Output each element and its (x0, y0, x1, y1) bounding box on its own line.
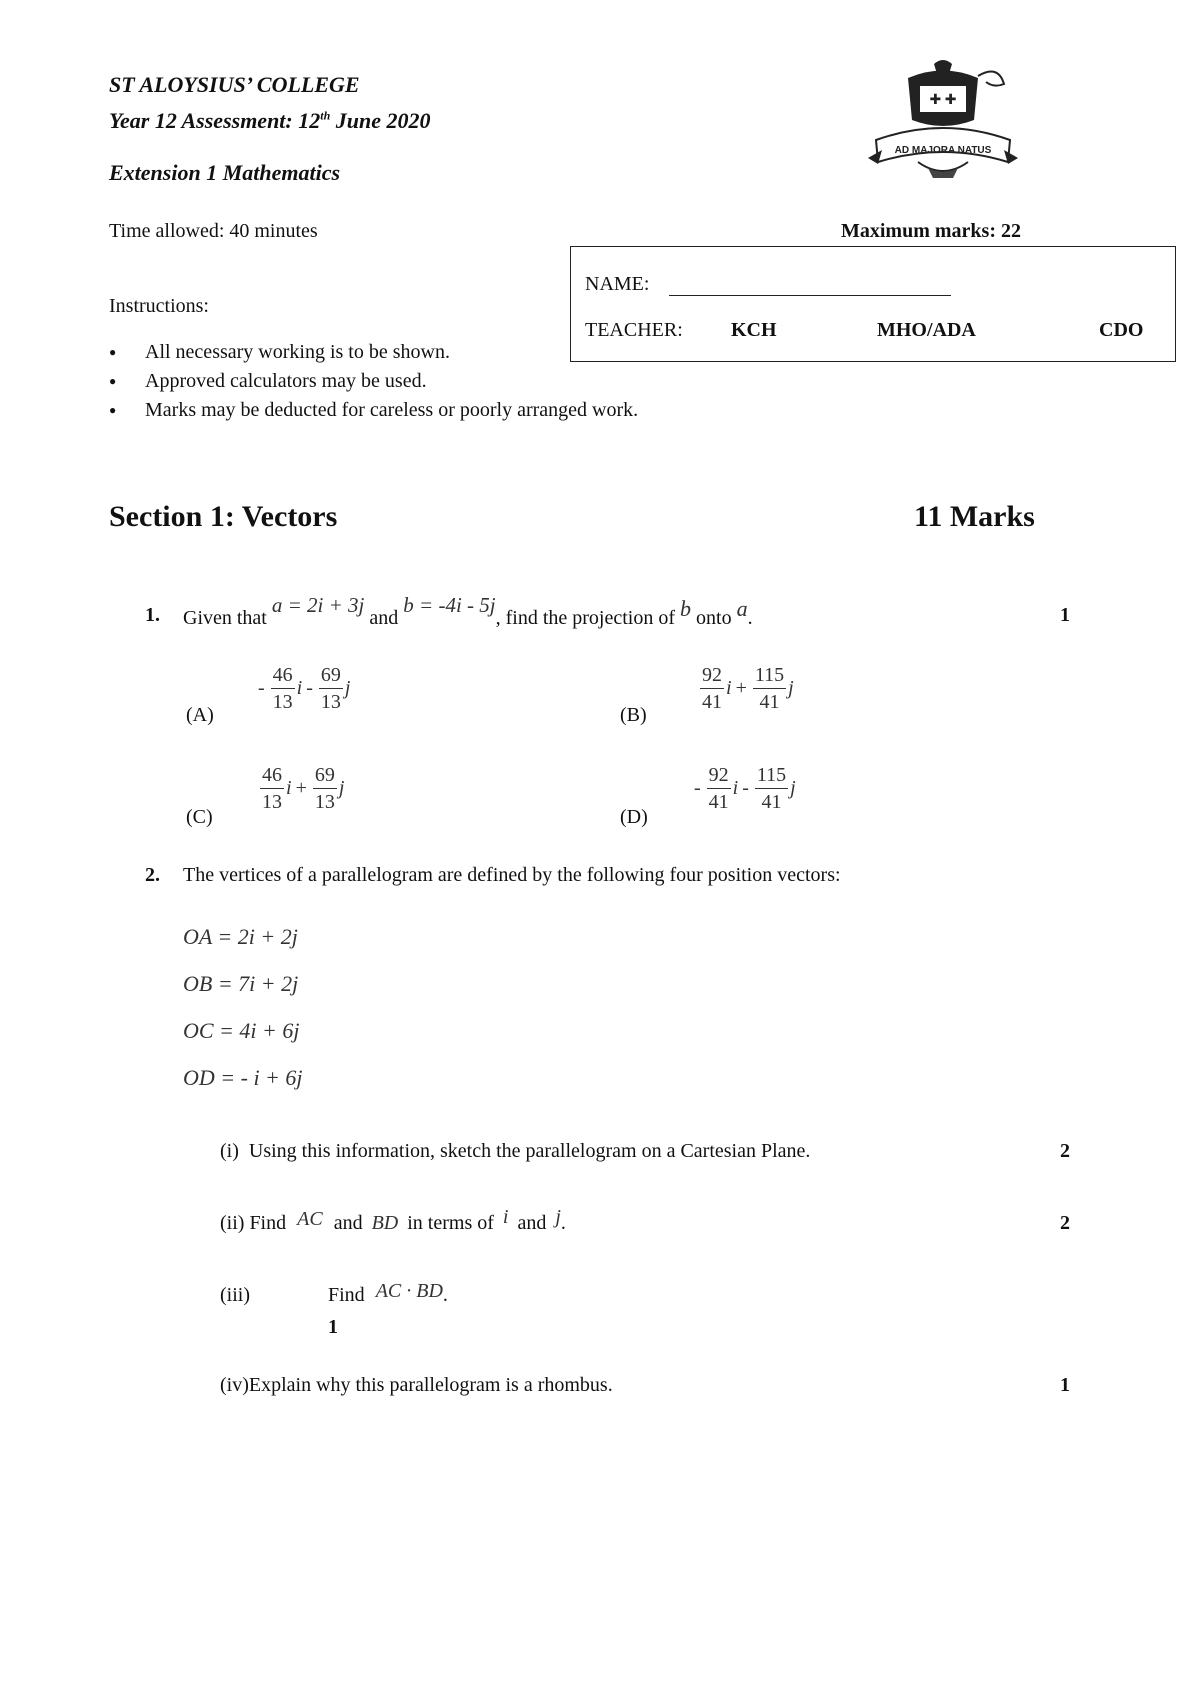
position-vector: OD = - i + 6j (183, 1065, 303, 1090)
college-crest-logo (868, 58, 1018, 188)
vector-b-definition: b = -4i - 5j (403, 593, 496, 617)
position-vector: OA = 2i + 2j (183, 924, 298, 949)
option-label: (A) (186, 704, 214, 726)
teacher-option[interactable]: MHO/ADA (877, 319, 976, 341)
school-name: ST ALOYSIUS’ COLLEGE (109, 72, 360, 97)
teacher-option[interactable]: KCH (731, 319, 777, 341)
part-marks: 1 (1060, 1374, 1070, 1396)
teacher-label: TEACHER: (585, 319, 683, 341)
student-details-box (570, 246, 1176, 362)
part-iv: (iv)Explain why this parallelogram is a rhombus. (220, 1374, 613, 1396)
instructions-title: Instructions: (109, 295, 209, 317)
part-iii-label: (iii) (220, 1284, 250, 1306)
option-label: (D) (620, 806, 648, 828)
teacher-option[interactable]: CDO (1099, 319, 1144, 341)
question-marks: 1 (1060, 604, 1070, 626)
instructions-list (109, 338, 638, 425)
position-vector: OC = 4i + 6j (183, 1018, 300, 1043)
crest-motto: AD MAJORA NATUS (894, 145, 992, 156)
option-c-answer[interactable]: $\frac{46}{13}$ i + $\frac{69}{13}$ j (262, 764, 345, 813)
question-1-text: Given that a = 2i + 3j and b = -4i - 5j, find the projection of b onto a. (183, 593, 753, 629)
maximum-marks: Maximum marks: 22 (841, 220, 1021, 242)
position-vector: OB = 7i + 2j (183, 971, 299, 996)
assessment-title: Year 12 Assessment: 12th June 2020 (109, 108, 431, 133)
section-title: Section 1: Vectors (109, 500, 338, 533)
subject-title: Extension 1 Mathematics (109, 160, 341, 185)
vector-a-definition: a = 2i + 3j (271, 593, 365, 617)
part-marks: 2 (1060, 1212, 1070, 1234)
svg-text:✚ ✚: ✚ ✚ (929, 93, 957, 108)
time-allowed: Time allowed: 40 minutes (109, 220, 318, 242)
option-label: (C) (186, 806, 213, 828)
name-line[interactable] (669, 295, 951, 296)
instruction-item: ● Approved calculators may be used. (109, 367, 638, 396)
question-number: 1. (145, 604, 160, 626)
option-label: (B) (620, 704, 647, 726)
part-iii: Find AC · BD. (328, 1280, 448, 1306)
option-a-answer[interactable]: - $\frac{46}{13}$ i - $\frac{69}{13}$ j (258, 664, 351, 713)
question-2-text: The vertices of a parallelogram are defined by the following four position vectors: (183, 864, 841, 886)
option-d-answer[interactable]: - $\frac{92}{41}$ i - $\frac{115}{41}$ j (694, 764, 796, 813)
part-marks: 1 (328, 1316, 338, 1338)
name-label: NAME: (585, 273, 650, 295)
instruction-item: ● Marks may be deducted for careless or poorly arranged work. (109, 396, 638, 425)
question-number: 2. (145, 864, 160, 886)
part-i: (i) Using this information, sketch the parallelogram on a Cartesian Plane. (220, 1140, 811, 1162)
part-ii: (ii) Find AC and BD in terms of i and j. (220, 1206, 566, 1234)
section-marks: 11 Marks (914, 500, 1035, 533)
part-marks: 2 (1060, 1140, 1070, 1162)
instruction-item: ● All necessary working is to be shown. (109, 338, 638, 367)
option-b-answer[interactable]: $\frac{92}{41}$ i + $\frac{115}{41}$ j (702, 664, 794, 713)
